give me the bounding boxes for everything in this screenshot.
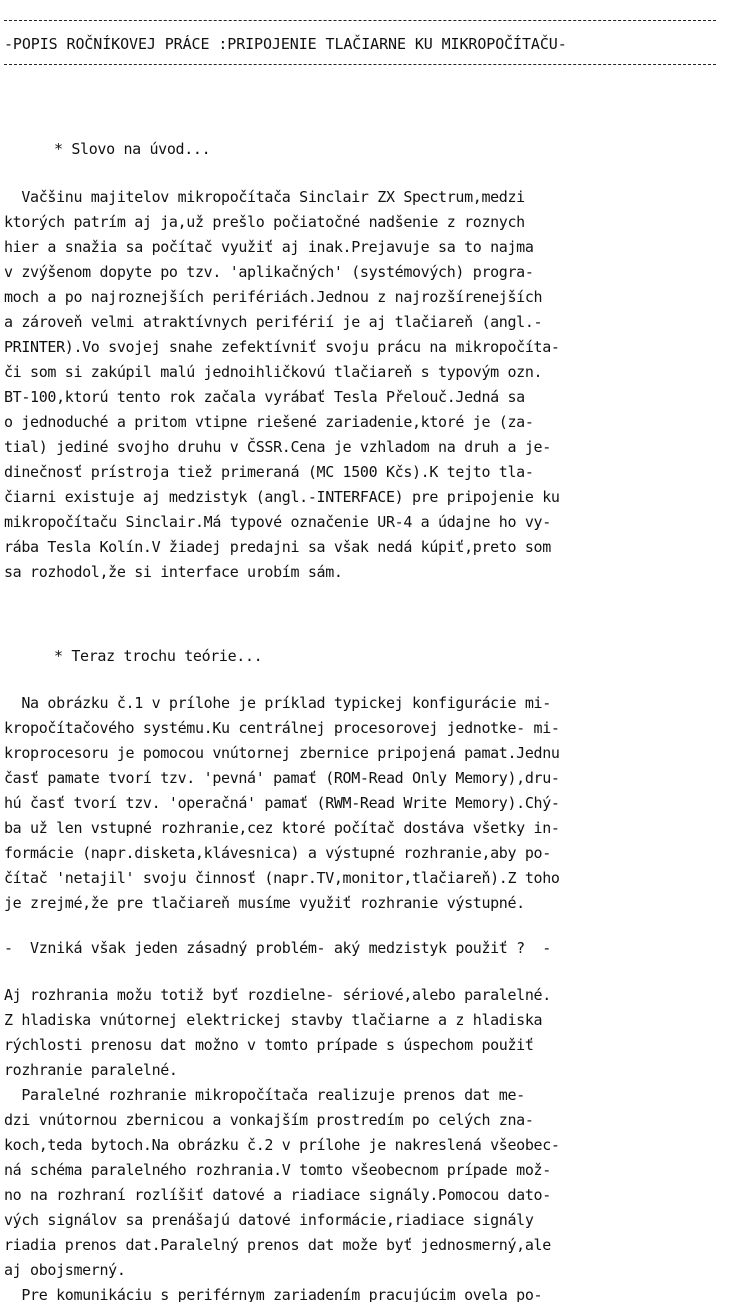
paragraph-line: čítač 'netajil' svoju činnosť (napr.TV,monitor,tlačiareň).Z toho [4, 869, 560, 887]
document-title: -POPIS ROČNÍKOVEJ PRÁCE :PRIPOJENIE TLAČIARNE KU MIKROPOČÍTAČU- [4, 35, 567, 53]
section-heading-intro: * Slovo na úvod... [54, 140, 211, 158]
paragraph-line: ná schéma paralelného rozhrania.V tomto všeobecnom prípade mož- [4, 1161, 551, 1179]
paragraph-line: kroprocesoru je pomocou vnútornej zbernice pripojená pamat.Jednu [4, 744, 560, 762]
paragraph-line: hú časť tvorí tzv. 'operačná' pamať (RWM-Read Write Memory).Chý- [4, 794, 560, 812]
paragraph-line: Aj rozhrania možu totiž byť rozdielne- sériové,alebo paralelné. [4, 986, 551, 1004]
paragraph-line: je zrejmé,že pre tlačiareň musíme využiť rozhranie výstupné. [4, 894, 525, 912]
paragraph-line: sa rozhodol,že si interface urobím sám. [4, 563, 343, 581]
paragraph-line: formácie (napr.disketa,klávesnica) a výstupné rozhranie,aby po- [4, 844, 551, 862]
paragraph-line: v zvýšenom dopyte po tzv. 'aplikačných' (systémových) progra- [4, 263, 534, 281]
paragraph-line: hier a snažia sa počítač využiť aj inak.Prejavuje sa to najma [4, 238, 534, 256]
paragraph-line: koch,teda bytoch.Na obrázku č.2 v prílohe je nakreslená všeobec- [4, 1136, 560, 1154]
question-line: - Vzniká však jeden zásadný problém- aký medzistyk použiť ? - [4, 939, 551, 957]
section-heading-theory: * Teraz trochu teórie... [54, 647, 263, 665]
paragraph-line: PRINTER).Vo svojej snahe zefektívniť svoju prácu na mikropočíta- [4, 338, 560, 356]
paragraph-line: Z hladiska vnútornej elektrickej stavby tlačiarne a z hladiska [4, 1011, 543, 1029]
paragraph-line: dzi vnútornou zbernicou a vonkajším prostredím po celých zna- [4, 1111, 534, 1129]
paragraph-line: kropočítačového systému.Ku centrálnej procesorovej jednotke- mi- [4, 719, 560, 737]
title-dashed-rule [4, 64, 716, 65]
paragraph-line: Na obrázku č.1 v prílohe je príklad typickej konfigurácie mi- [4, 694, 551, 712]
paragraph-line: aj obojsmerný. [4, 1261, 126, 1279]
top-dashed-rule [4, 20, 716, 21]
paragraph-line: mikropočítaču Sinclair.Má typové označenie UR-4 a údajne ho vy- [4, 513, 551, 531]
paragraph-line: rýchlosti prenosu dat možno v tomto prípade s úspechom použiť [4, 1036, 534, 1054]
paragraph-line: a zároveň velmi atraktívnych periférií je aj tlačiareň (angl.- [4, 313, 543, 331]
paragraph-line: BT-100,ktorú tento rok začala vyrábať Tesla Přelouč.Jedná sa [4, 388, 525, 406]
paragraph-line: moch a po najroznejších perifériách.Jednou z najrozšírenejších [4, 288, 543, 306]
paragraph-line: no na rozhraní rozlíšiť datové a riadiace signály.Pomocou dato- [4, 1186, 551, 1204]
paragraph-line: rozhranie paralelné. [4, 1061, 178, 1079]
paragraph-line: o jednoduché a pritom vtipne riešené zariadenie,ktoré je (za- [4, 413, 534, 431]
paragraph-line: vých signálov sa prenášajú datové informácie,riadiace signály [4, 1211, 534, 1229]
paragraph-line: či som si zakúpil malú jednoihličkovú tlačiareň s typovým ozn. [4, 363, 543, 381]
paragraph-line: Pre komunikáciu s periférnym zariadením pracujúcim ovela po- [4, 1286, 543, 1302]
paragraph-line: čiarni existuje aj medzistyk (angl.-INTERFACE) pre pripojenie ku [4, 488, 560, 506]
paragraph-line: riadia prenos dat.Paralelný prenos dat može byť jednosmerný,ale [4, 1236, 551, 1254]
paragraph-line: ktorých patrím aj ja,už prešlo počiatočné nadšenie z roznych [4, 213, 525, 231]
paragraph-line: tial) jediné svojho druhu v ČSSR.Cena je vzhladom na druh a je- [4, 438, 551, 456]
paragraph-line: dinečnosť prístroja tiež primeraná (MC 1500 Kčs).K tejto tla- [4, 463, 534, 481]
paragraph-line: časť pamate tvorí tzv. 'pevná' pamať (ROM-Read Only Memory),dru- [4, 769, 560, 787]
paragraph-line: Vačšinu majitelov mikropočítača Sinclair ZX Spectrum,medzi [4, 188, 525, 206]
paragraph-line: rába Tesla Kolín.V žiadej predajni sa však nedá kúpiť,preto som [4, 538, 551, 556]
paragraph-line: Paralelné rozhranie mikropočítača realizuje prenos dat me- [4, 1086, 525, 1104]
paragraph-line: ba už len vstupné rozhranie,cez ktoré počítač dostáva všetky in- [4, 819, 560, 837]
